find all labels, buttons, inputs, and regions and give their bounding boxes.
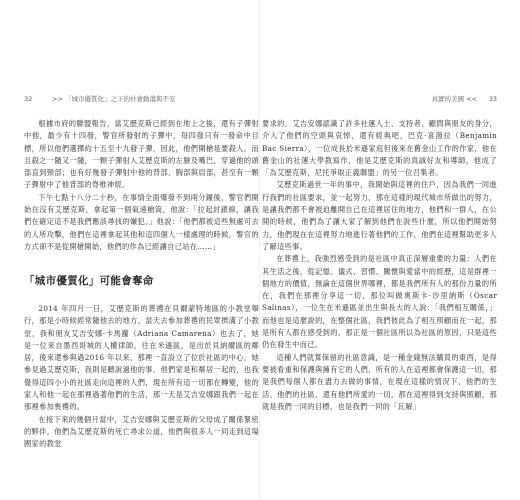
section-heading: 「城市優質化」可能會奪命 [24,275,154,287]
left-page-number: 32 [24,95,33,103]
left-section-text [24,303,259,451]
left-intro-text [24,118,259,253]
paragraph: 根據市府的聯盟報告，當艾歷克斯已經到在地上之後，還有子彈射中他，最少有十四發，警官所發射的子彈中，每四發只有一發命中目標，所以他們選擇約十五至十九發子彈，因此，他們開槍是要殺人，而且殺之一隨又一隨，一顆子彈射入艾歷克斯的左臉及嘴巴，穿過他的頭部直到頸部；也有好幾發子彈射中他的背部、胸部與肩部，甚至有一顆子彈射中了他背部的脊椎神經。 [24,119,259,190]
paragraph: 下午七點十八分二十秒，在事情全面爆發不到兩分鐘後，警官們開始在沒有艾歷克斯，拿起第一個氣速槍筒，他說：「拉起封鎖線，讓我們在確定這不是我們應該尋找的嫌犯。」他說：「他們都被這些無處可去的人所攻擊，他們在這裡拿起其他和這四個人一樣處理的時候，警官的方式卻不是從開槍開始，他們的作為已經讓自己站在……」 [24,192,259,251]
right-page-number: 33 [488,95,497,103]
paragraph: 艾歷克斯過世一年的事中，我開始與這裡的住戶，因為我們一同進行我們的社區要求，並一起努力，那在這樣的現代城市所做出的努力，是讓我們都不會被迫離開自己在這裡居住的地方，他們和一群人，在公開的時候，他們為了讓大家了解到他們在說些什麼，所以他們開始努力，他們現在在這裡努力地進行著他們的工作，他們在這裡幫助更多人了解這些事。 [262,180,497,251]
book-gutter [259,0,260,500]
left-running-title: >> 「城市優質化」之下的社會動蕩與不安 [52,95,176,103]
right-page-header [262,94,497,104]
paragraph: 在接下來的幾個月當中，艾吉安娜與艾歷克斯的父母成了關係緊密的夥伴，他們為艾歷克斯的死亡尋求公道，他們與很多人一同走到這場國家的教堂 [24,414,259,449]
paragraph: 要求的，艾吉安娜認識了許多社運人士、支持者、顧問與朋友的身分，介入了他們的空頭與哀悼，還有經典吧，巴克·喜潑拉（Benjamin Bac Sierra），一位成長於米遜家庭但後來在舊金山工作的作家，他在舊金山的社運大學教寫作，他是艾歷克斯的真誠好友和導師，他成了「為艾歷克斯，尼托爭取正義聯盟」的另一位召集者。 [262,119,497,178]
paragraph: 2014 年四月一日，艾歷克斯的葬禮在貝爾蒙特地區的小教堂舉行，那是小時候經常隨他去的地方，當天去參加葬禮的民眾擠滿了小教堂，我和朋友艾吉安娜·卡馬蘿（Adriana Camarena）也去了，她是一位來自墨西哥城的人權律師，往在米遜區，是出於貝納爾區的鄰居，後來還參與過2016 年以來，那裡一直設立了位於社區的中心，她參見過艾歷克斯，我則是聽說過他的事，他們家是和鄰居一起的，也我覺得這四小小的社區走向這裡的人們，現在所有這一切都在轉變，他的家人和他一起在那裡過著他們的生活，那一天是艾吉安娜跟我們一起在那裡參加喪禮的。 [24,304,259,412]
right-body-text [262,118,497,413]
paragraph: 在葬禮上，我強烈感受到的是社區中真正深層重要的力量：人們在其生活之後，從記憶、儀式、習慣、關懷與愛當中的經歷，這是群裡一個地方的價值，無論在這個世界哪裡，都是我們所有人的那份力量的所在，我們在那裡分享這一切，那位叫做奧斯卡·沙里納斯（Oscar Salinas），一位生在米遜區並出生與長大的人說：「我們相互關係，」而他也是這麼說的，在整個社區，我們彼此為了相互照顧而在一起，那是所有人都在感受到的，那正是一個社區所以為社區的原因，只是這些仍在發生中而已。 [262,254,497,350]
paragraph: 這種人們就算保留的社區意識，是一種金錢無法購買的東西，是得要被看重和保護與擁有它的人們，所有的人在這裡都會保護這一切，那是我們每個人都在盡力去做的事情，在現在這樣的情況下，他們的生活、他們的社區、還有他們所愛的一切，都在這裡得到支持與照顧，那就是我們一同的目標，也是我們一同的「瓦解」 [262,352,497,411]
right-running-title: 真實的美國 << [431,95,477,103]
left-page [24,0,259,500]
right-page [262,0,497,500]
left-page-header [24,94,259,104]
